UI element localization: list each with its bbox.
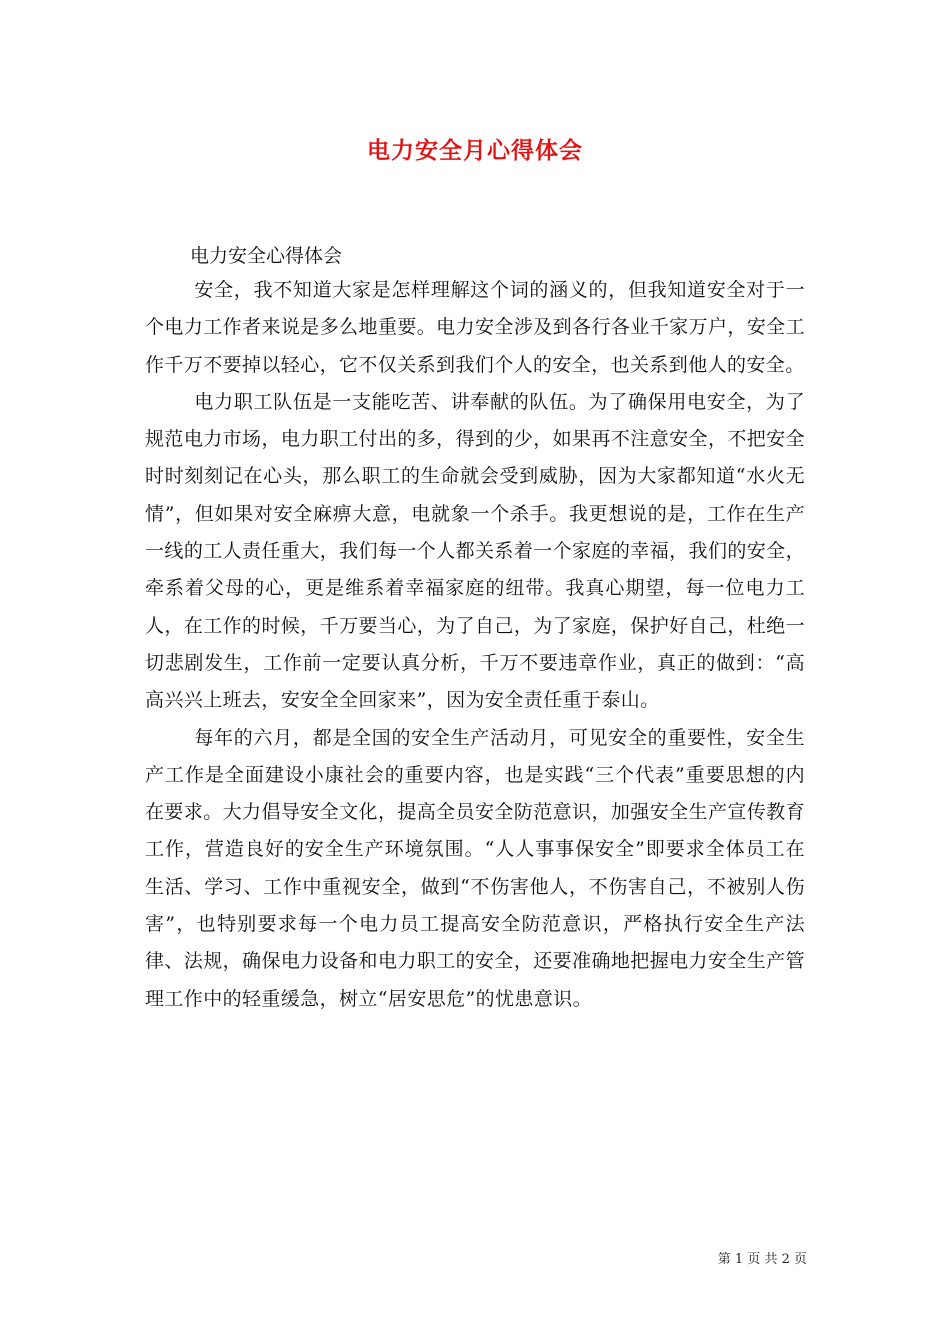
paragraph: 每年的六月，都是全国的安全生产活动月，可见安全的重要性，安全生产工作是全面建设小康社会的重要内容，也是实践“三个代表”重要思想的内在要求。大力倡导安全文化，提高全员安全防范意识，加强安全生产宣传教育工作，营造良好的安全生产环境氛围。“人人事事保安全”即要求全体员工在生活、学习、工作中重视安全，做到“不伤害他人，不伤害自己，不被别人伤害”，也特别要求每一个电力员工提高安全防范意识，严格执行安全生产法律、法规，确保电力设备和电力职工的安全，还要准确地把握电力安全生产管理工作中的轻重缓急，树立“居安思危”的忧患意识。 bbox=[145, 726, 805, 1010]
document-subtitle: 电力安全心得体会 bbox=[190, 245, 343, 267]
paragraph: 安全，我不知道大家是怎样理解这个词的涵义的，但我知道安全对于一个电力工作者来说是多么地重要。电力安全涉及到各行各业千家万户，安全工作千万不要掉以轻心，它不仅关系到我们个人的安全，也关系到他人的安全。 bbox=[145, 279, 805, 376]
page-footer: 第 1 页 共 2 页 bbox=[717, 1252, 807, 1267]
document-body bbox=[145, 272, 805, 1018]
paragraph: 电力职工队伍是一支能吃苦、讲奉献的队伍。为了确保用电安全，为了规范电力市场，电力职工付出的多，得到的少，如果再不注意安全，不把安全时时刻刻记在心头，那么职工的生命就会受到威胁，因为大家都知道“水火无情”，但如果对安全麻痹大意，电就象一个杀手。我更想说的是，工作在生产一线的工人责任重大，我们每一个人都关系着一个家庭的幸福，我们的安全，牵系着父母的心，更是维系着幸福家庭的纽带。我真心期望，每一位电力工人，在工作的时候，千万要当心，为了自己，为了家庭，保护好自己，杜绝一切悲剧发生，工作前一定要认真分析，千万不要违章作业，真正的做到：“高高兴兴上班去，安安全全回家来”，因为安全责任重于泰山。 bbox=[145, 390, 805, 712]
document-title: 电力安全月心得体会 bbox=[367, 137, 583, 164]
